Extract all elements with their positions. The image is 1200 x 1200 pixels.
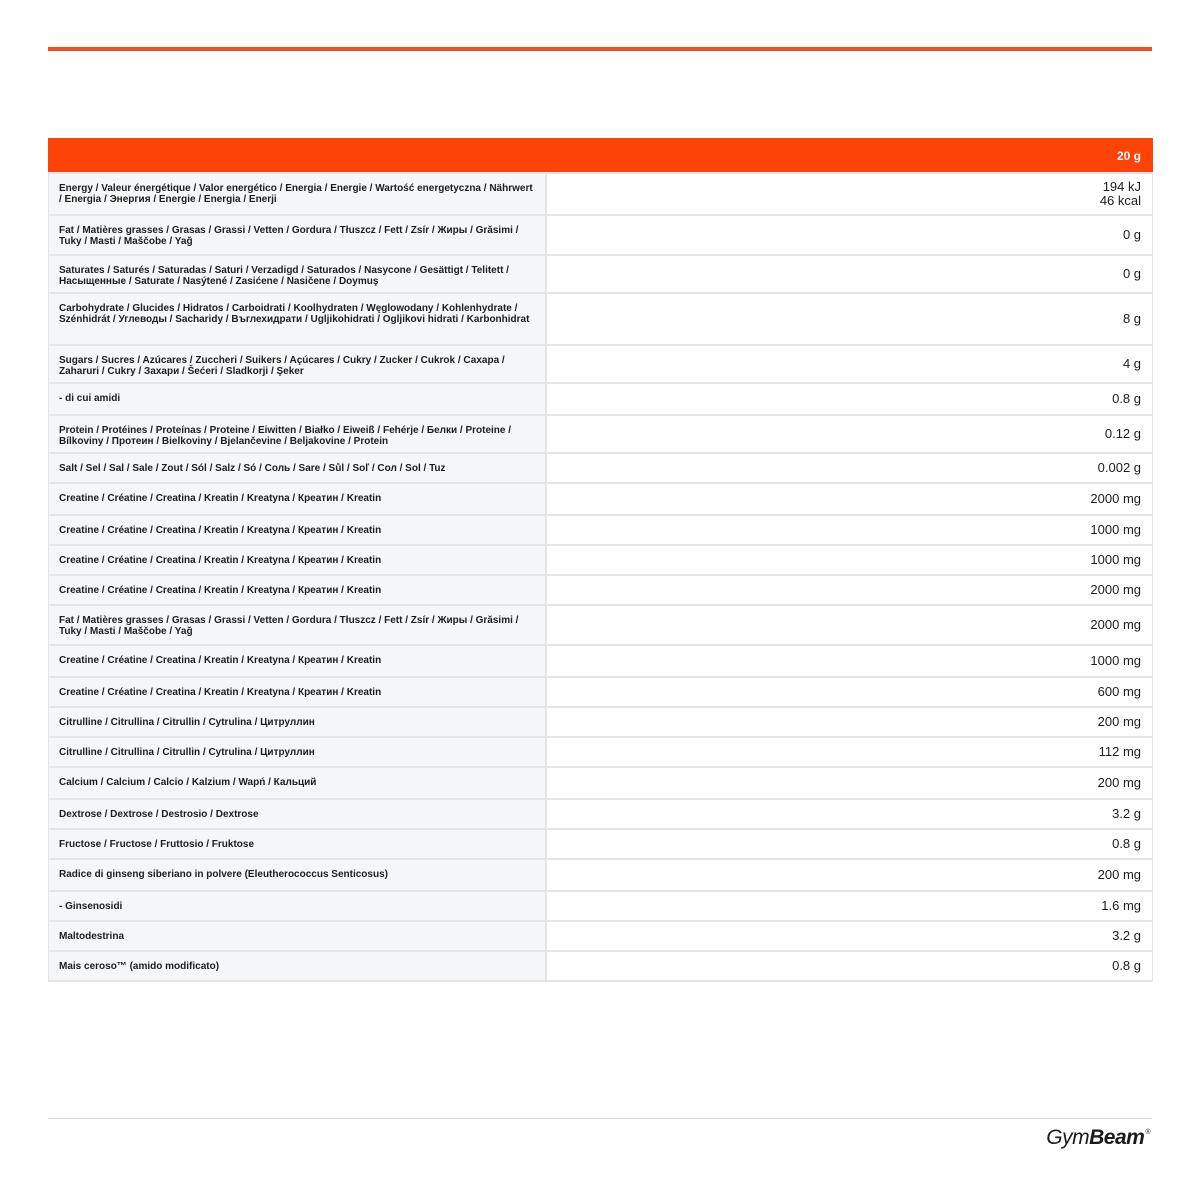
nutrient-amount: 1000 mg xyxy=(1090,552,1142,567)
nutrient-label: Energy / Valeur énergétique / Valor energético / Energia / Energie / Wartość energetyczna / Nährwert / Energia / Энергия / Energie / Energia / Enerji xyxy=(49,173,546,215)
nutrient-value xyxy=(546,891,1153,921)
nutrient-row xyxy=(49,345,1153,383)
nutrient-value xyxy=(546,645,1153,677)
nutrient-row xyxy=(49,383,1153,415)
nutrient-amount: 2000 mg xyxy=(1090,491,1142,506)
nutrient-amount: 200 mg xyxy=(1097,775,1142,790)
nutrient-label: Creatine / Créatine / Creatina / Kreatin / Kreatyna / Креатин / Kreatin xyxy=(49,515,546,545)
nutrient-label: Fructose / Fructose / Fruttosio / Fruktose xyxy=(49,829,546,859)
nutrient-value xyxy=(546,173,1153,215)
nutrient-amount: 0.8 g xyxy=(1112,958,1142,973)
nutrient-amount: 1000 mg xyxy=(1090,653,1142,668)
nutrient-value xyxy=(546,215,1153,255)
nutrient-label: Sugars / Sucres / Azúcares / Zuccheri / Suikers / Açúcares / Cukry / Zucker / Cukrok / Сахара / Zaharuri / Cukry / Захари / Šećeri / Sladkorji / Şeker xyxy=(49,345,546,383)
nutrient-value xyxy=(546,453,1153,483)
logo-text-light: Gym xyxy=(1046,1126,1090,1149)
nutrient-row xyxy=(49,677,1153,707)
nutrient-value xyxy=(546,951,1153,981)
nutrient-value xyxy=(546,677,1153,707)
nutrient-row xyxy=(49,415,1153,453)
nutrient-value xyxy=(546,575,1153,605)
nutrient-label: Salt / Sel / Sal / Sale / Zout / Sól / Salz / Só / Соль / Sare / Sůl / Soľ / Сол / Sol / Tuz xyxy=(49,453,546,483)
nutrient-amount: 112 mg xyxy=(1098,744,1142,759)
nutrient-row xyxy=(49,707,1153,737)
table-body xyxy=(49,173,1153,981)
nutrient-amount: 46 kcal xyxy=(1099,193,1142,208)
nutrient-row xyxy=(49,215,1153,255)
nutrient-value xyxy=(546,707,1153,737)
nutrient-amount: 194 kJ xyxy=(1102,179,1142,194)
nutrient-amount: 2000 mg xyxy=(1090,617,1142,632)
gymbeam-logo xyxy=(1046,1126,1150,1150)
nutrient-label: Fat / Matières grasses / Grasas / Grassi / Vetten / Gordura / Tłuszcz / Fett / Zsír / Жиры / Grăsimi / Tuky / Masti / Maščobe / Yağ xyxy=(49,215,546,255)
nutrient-row xyxy=(49,767,1153,799)
nutrient-row xyxy=(49,859,1153,891)
nutrient-row xyxy=(49,173,1153,215)
nutrient-label: Calcium / Calcium / Calcio / Kalzium / Wapń / Кальций xyxy=(49,767,546,799)
nutrient-value xyxy=(546,483,1153,515)
footer-divider xyxy=(48,1118,1152,1119)
nutrient-value xyxy=(546,859,1153,891)
nutrient-label: Creatine / Créatine / Creatina / Kreatin / Kreatyna / Креатин / Kreatin xyxy=(49,483,546,515)
nutrient-value xyxy=(546,383,1153,415)
nutrient-amount: 0.8 g xyxy=(1112,391,1142,406)
nutrient-value xyxy=(546,255,1153,293)
serving-size-header: 20 g xyxy=(49,139,1153,174)
nutrient-value xyxy=(546,515,1153,545)
nutrient-amount: 0.8 g xyxy=(1112,836,1142,851)
nutrient-row xyxy=(49,737,1153,767)
nutrient-value xyxy=(546,605,1153,645)
nutrient-row xyxy=(49,891,1153,921)
nutrient-amount: 200 mg xyxy=(1097,714,1142,729)
nutrient-label: Mais ceroso™ (amido modificato) xyxy=(49,951,546,981)
nutrient-label: - Ginsenosidi xyxy=(49,891,546,921)
nutrient-amount: 3.2 g xyxy=(1112,928,1142,943)
nutrient-value xyxy=(546,799,1153,829)
nutrient-label: Citrulline / Citrullina / Citrullin / Cytrulina / Цитруллин xyxy=(49,707,546,737)
nutrient-value xyxy=(546,921,1153,951)
registered-mark: ® xyxy=(1145,1129,1150,1136)
logo-text-bold: Beam xyxy=(1089,1126,1145,1149)
table-header-row xyxy=(49,139,1153,174)
nutrient-row xyxy=(49,921,1153,951)
nutrient-amount: 0 g xyxy=(1122,227,1142,242)
nutrient-row xyxy=(49,515,1153,545)
nutrient-amount: 0.12 g xyxy=(1104,426,1142,441)
nutrient-row xyxy=(49,799,1153,829)
nutrient-label: Saturates / Saturés / Saturadas / Saturi / Verzadigd / Saturados / Nasycone / Gesättigt / Telitett / Насыщенные / Saturate / Nasýtené / Zasićene / Nasičene / Doymuş xyxy=(49,255,546,293)
nutrient-row xyxy=(49,483,1153,515)
nutrient-label: Maltodestrina xyxy=(49,921,546,951)
nutrient-amount: 200 mg xyxy=(1097,867,1142,882)
nutrient-value xyxy=(546,415,1153,453)
nutrient-row xyxy=(49,255,1153,293)
nutrient-value xyxy=(546,767,1153,799)
nutrient-amount: 1000 mg xyxy=(1090,522,1142,537)
nutrient-value xyxy=(546,737,1153,767)
top-accent-rule xyxy=(48,47,1152,51)
nutrient-value xyxy=(546,829,1153,859)
nutrient-row xyxy=(49,951,1153,981)
nutrient-row xyxy=(49,605,1153,645)
nutrient-amount: 0.002 g xyxy=(1097,460,1142,475)
nutrient-label: Radice di ginseng siberiano in polvere (Eleutherococcus Senticosus) xyxy=(49,859,546,891)
nutrient-amount: 600 mg xyxy=(1097,684,1142,699)
nutrient-amount: 2000 mg xyxy=(1090,582,1142,597)
nutrient-label: Creatine / Créatine / Creatina / Kreatin / Kreatyna / Креатин / Kreatin xyxy=(49,645,546,677)
nutrient-row xyxy=(49,545,1153,575)
nutrient-row xyxy=(49,575,1153,605)
nutrient-label: - di cui amidi xyxy=(49,383,546,415)
nutrient-amount: 3.2 g xyxy=(1112,806,1142,821)
nutrient-label: Carbohydrate / Glucides / Hidratos / Carboidrati / Koolhydraten / Węglowodany / Kohlenhydrate / Szénhidrát / Углеводы / Sacharidy / Въглехидрати / Ugljikohidrati / Ogljikovi hidrati / Karbonhidrat xyxy=(49,293,546,345)
nutrient-row xyxy=(49,829,1153,859)
nutrient-row xyxy=(49,645,1153,677)
nutrient-amount: 0 g xyxy=(1122,266,1142,281)
nutrient-label: Creatine / Créatine / Creatina / Kreatin / Kreatyna / Креатин / Kreatin xyxy=(49,677,546,707)
nutrient-row xyxy=(49,293,1153,345)
nutrient-value xyxy=(546,345,1153,383)
nutrient-label: Fat / Matières grasses / Grasas / Grassi / Vetten / Gordura / Tłuszcz / Fett / Zsír / Жиры / Grăsimi / Tuky / Masti / Maščobe / Yağ xyxy=(49,605,546,645)
nutrient-row xyxy=(49,453,1153,483)
nutrient-amount: 8 g xyxy=(1122,311,1142,326)
nutrient-label: Dextrose / Dextrose / Destrosio / Dextrose xyxy=(49,799,546,829)
nutrient-value xyxy=(546,293,1153,345)
nutrition-table xyxy=(48,138,1153,982)
nutrient-label: Creatine / Créatine / Creatina / Kreatin / Kreatyna / Креатин / Kreatin xyxy=(49,575,546,605)
nutrient-value xyxy=(546,545,1153,575)
nutrient-amount: 1.6 mg xyxy=(1101,898,1142,913)
nutrient-amount: 4 g xyxy=(1122,356,1142,371)
nutrient-label: Creatine / Créatine / Creatina / Kreatin / Kreatyna / Креатин / Kreatin xyxy=(49,545,546,575)
nutrient-label: Citrulline / Citrullina / Citrullin / Cytrulina / Цитруллин xyxy=(49,737,546,767)
nutrient-label: Protein / Protéines / Proteínas / Proteine / Eiwitten / Białko / Eiweiß / Fehérje / Белки / Proteine / Bílkoviny / Протеин / Bielkoviny / Bjelančevine / Beljakovine / Protein xyxy=(49,415,546,453)
